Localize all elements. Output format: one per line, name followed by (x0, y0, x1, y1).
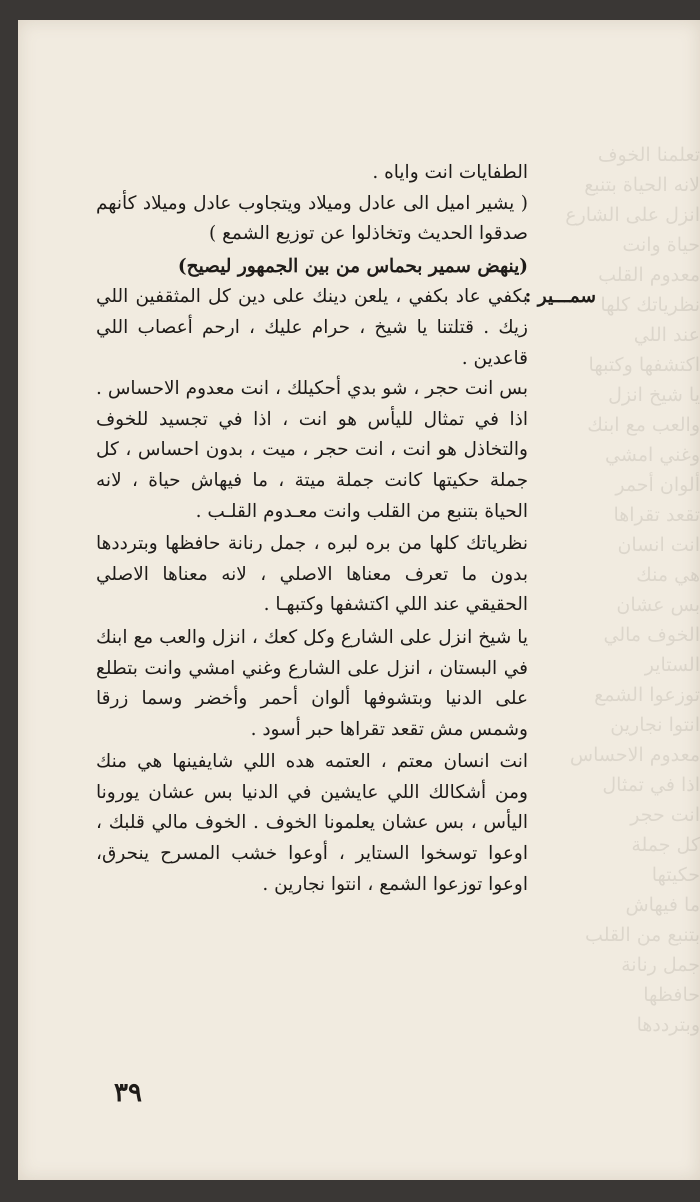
dialogue-block (96, 282, 596, 374)
speech-paragraph: انت انسان معتم ، العتمه هده اللي شايفينها هي منك ومن أشكالك اللي عايشين في الدنيا بس عشان يورونا اليأس ، بس عشان يعلمونا الخوف . الخوف مالي قلبك ، اوعوا توسخوا الستاير ، أوعوا خشب المسرح ينحرق، اوعوا توزعوا الشمع ، انتوا نجارين . (96, 751, 528, 895)
speaker-name: سمـــير : (524, 286, 596, 308)
page-number: ٣٩ (114, 1078, 142, 1108)
speech-paragraph: بكفي عاد بكفي ، يلعن دينك على دين كل المثقفين اللي زيك . قتلتنا يا شيخ ، حرام عليك ، ارحم أعصاب اللي قاعدين . (96, 286, 528, 369)
stage-direction-samir: (ينهض سمير بحماس من بين الجمهور ليصيح) (177, 255, 528, 277)
script-text (96, 158, 596, 900)
speech-paragraph: بس انت حجر ، شو بدي أحكيلك ، انت معدوم الاحساس . اذا في تمثال لليأس هو انت ، اذا في تجسيد للخوف والتخاذل هو انت ، انت حجر ، ميت ، بدون احساس ، كل جملة حكيتها كانت جملة ميتة ، ما فيهاش حياة ، لانه الحياة بتنبع من القلب وانت معـدوم القلـب . (96, 378, 528, 522)
stage-direction-end: الطفايات انت واياه . (372, 162, 528, 183)
stage-direction: ( يشير اميل الى عادل وميلاد ويتجاوب عادل وميلاد كأنهم صدقوا الحديث وتخاذلوا عن توزيع الشمع ) (96, 192, 528, 245)
speech-paragraph: يا شيخ انزل على الشارع وكل كعك ، انزل والعب مع ابنك في البستان ، انزل على الشارع وغني امشي وانت بتطلع على الدنيا وبتشوفها ألوان أحمر وأخضر وسما زرقا وشمس مش تقعد تقراها حبر أسود . (96, 626, 528, 740)
speech-paragraph: نظرياتك كلها من بره لبره ، جمل رنانة حافظها وبترددها بدون ما تعرف معناها الاصلي ، لانه معناها الاصلي الحقيقي عند اللي اكتشفها وكتبهـا . (96, 533, 528, 616)
bleed-through-text: تعلمنا الخوف لانه الحياة بتنبع انزل على الشارع حياة وانت معدوم القلب نظرياتك كلها عند اللي اكتشفها وكتبها يا شيخ انزل والعب مع ابنك وغني امشي ألوان أحمر تقعد تقراها انت انسان هي منك بس عشان الخوف مالي الستاير توزعوا الشمع انتوا نجارين معدوم الاحساس اذا في تمثال انت حجر كل جملة حكيتها ما فيهاش بتنبع من القلب جمل رنانة حافظها وبترددها (565, 144, 700, 1036)
book-page (18, 20, 700, 1180)
